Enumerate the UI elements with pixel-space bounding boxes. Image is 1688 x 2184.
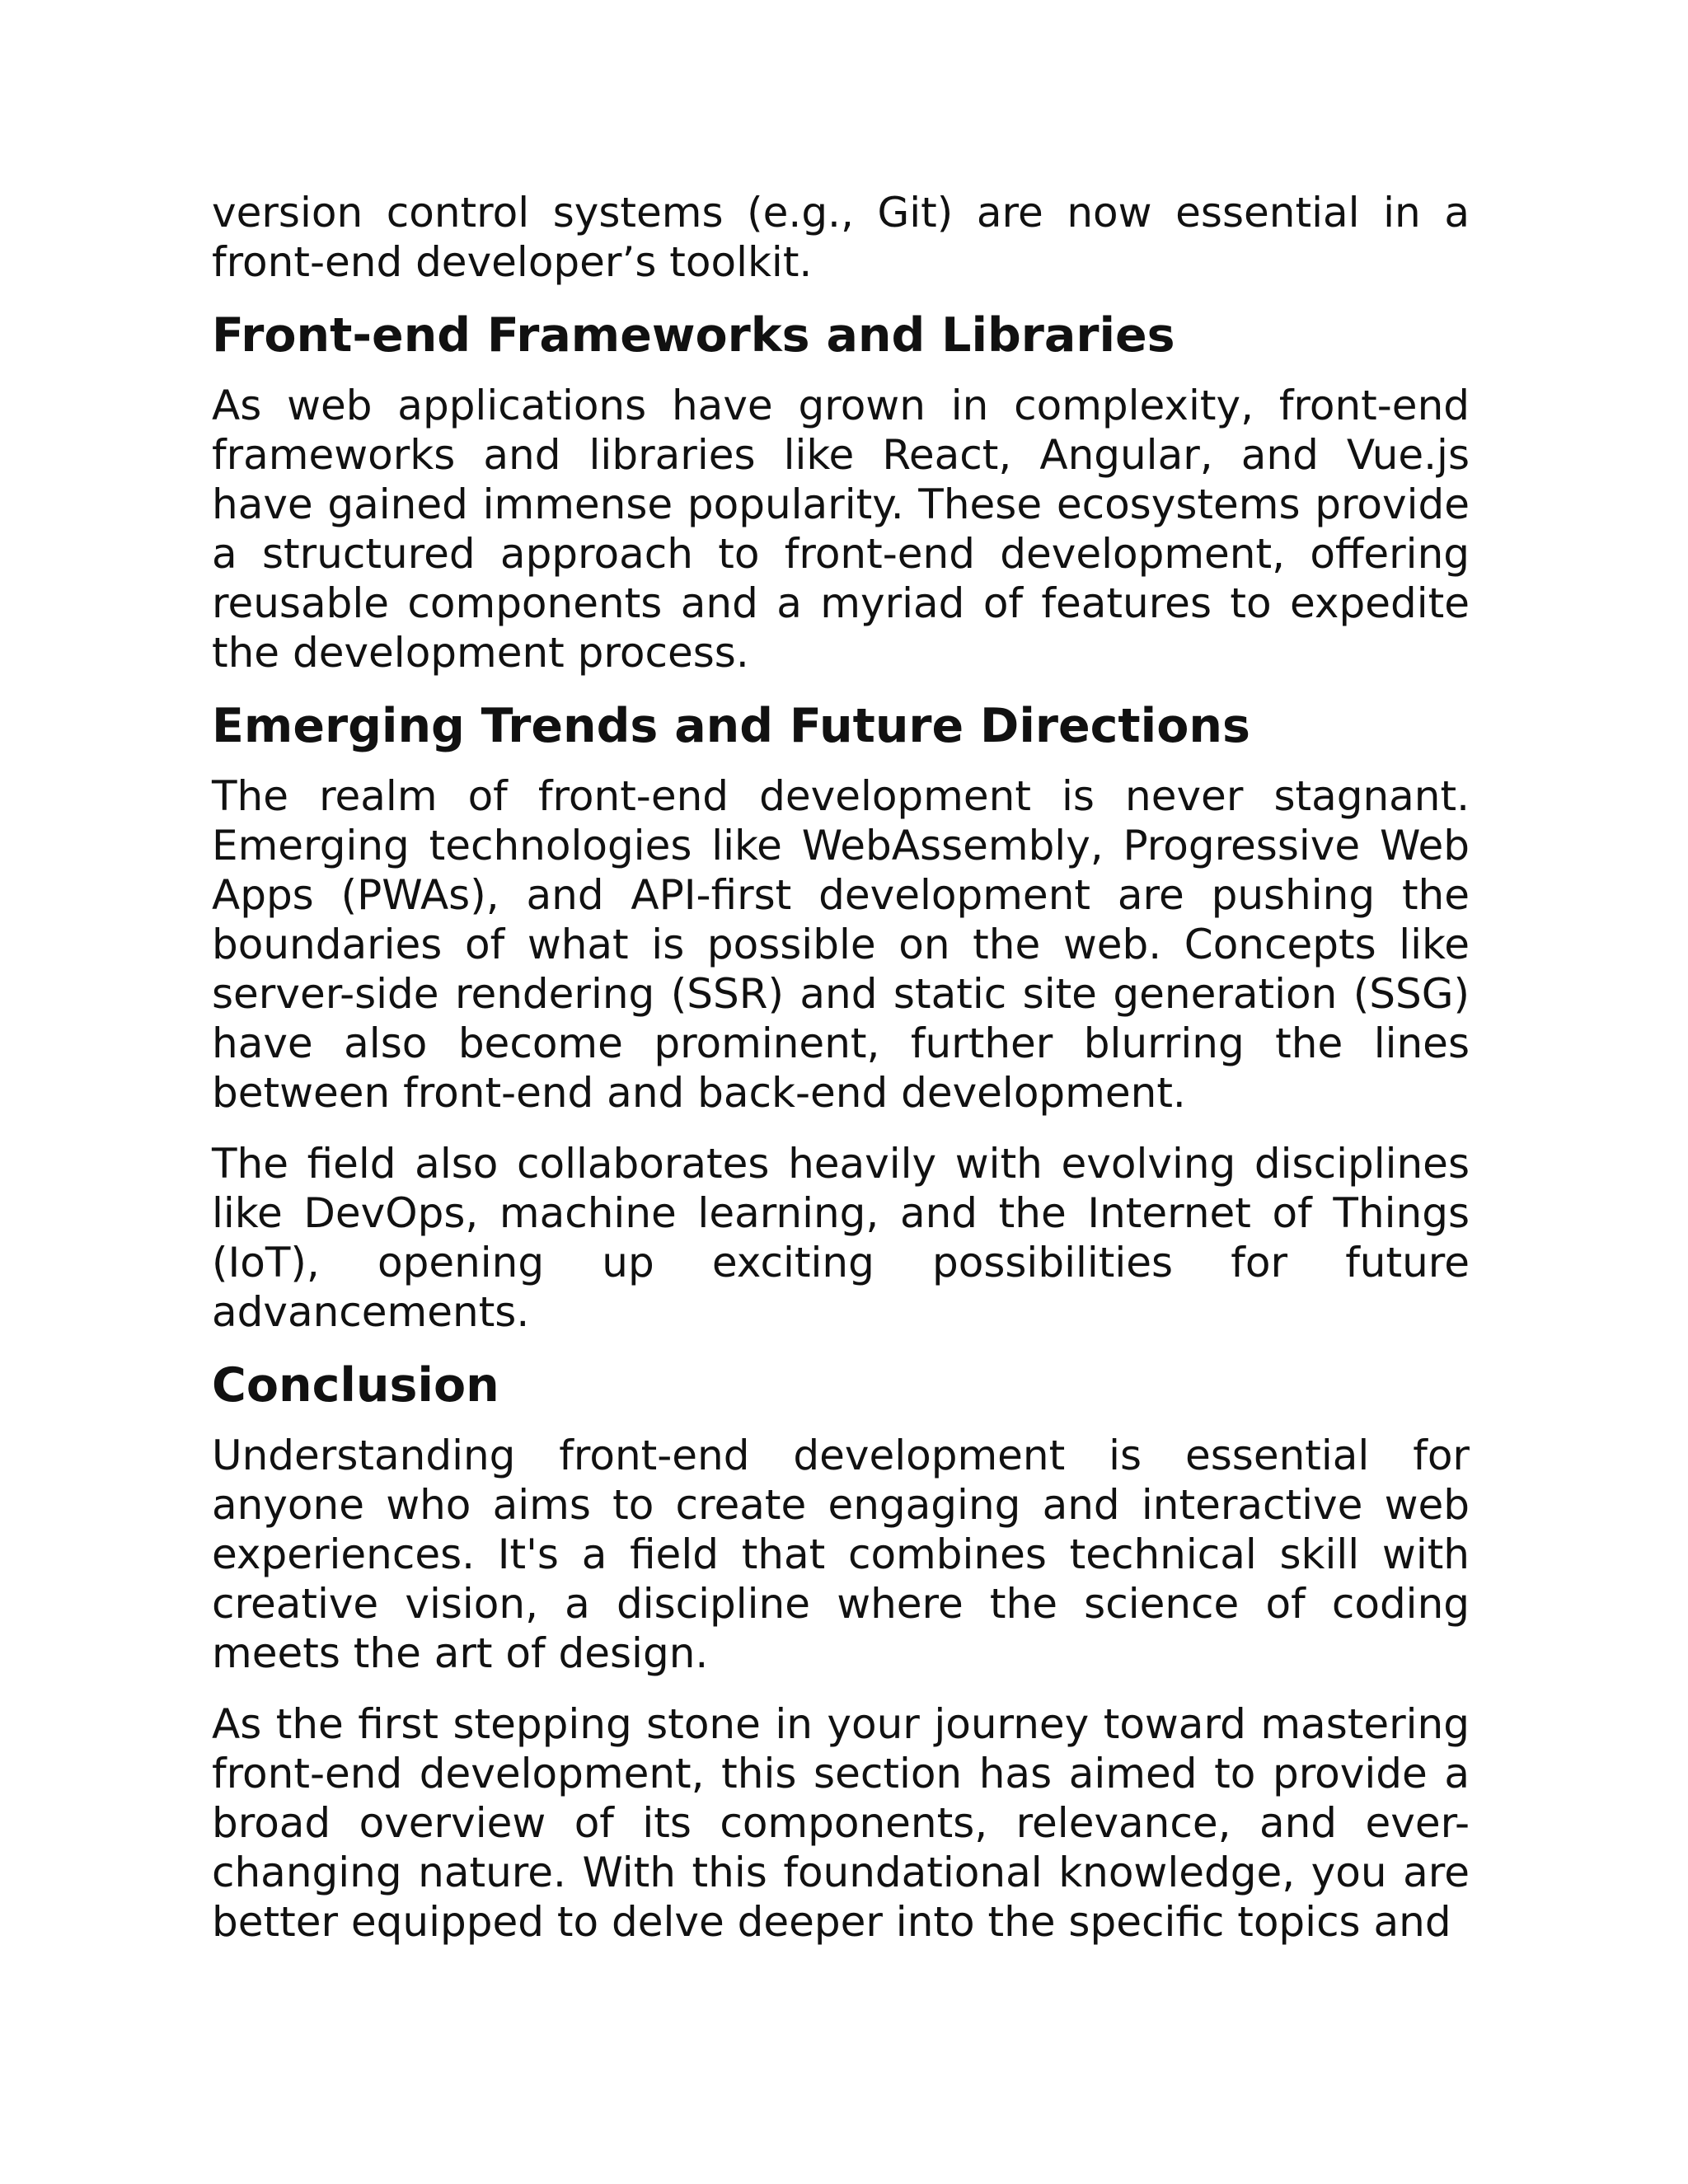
section-heading-frameworks: Front-end Frameworks and Libraries [212,308,1175,363]
intro-paragraph: version control systems (e.g., Git) are now essential in a front-end developer’s toolkit. [212,189,1470,286]
document-page [212,188,1470,1968]
section-heading-trends: Emerging Trends and Future Directions [212,699,1250,753]
trends-paragraph-2: The field also collaborates heavily with evolving disciplines like DevOps, machine learning, and the Internet of Things (IoT), opening up exciting possibilities for future advancements. [212,1140,1470,1336]
frameworks-paragraph: As web applications have grown in complexity, front-end frameworks and libraries like React, Angular, and Vue.js have gained immense popularity. These ecosystems provide a structured approach to front-end development, offering reusable components and a myriad of features to expedite the development process. [212,382,1470,677]
conclusion-paragraph-1: Understanding front-end development is essential for anyone who aims to create engaging and interactive web experiences. It's a field that combines technical skill with creative vision, a discipline where the science of coding meets the art of design. [212,1432,1470,1677]
trends-paragraph-1: The realm of front-end development is never stagnant. Emerging technologies like WebAssembly, Progressive Web Apps (PWAs), and API-first development are pushing the boundaries of what is possible on the web. Concepts like server-side rendering (SSR) and static site generation (SSG) have also become prominent, further blurring the lines between front-end and back-end development. [212,772,1470,1117]
section-heading-conclusion: Conclusion [212,1358,499,1413]
conclusion-paragraph-2: As the first stepping stone in your journey toward mastering front-end development, this section has aimed to provide a broad overview of its components, relevance, and ever-changing nature. With this foundational knowledge, you are better equipped to delve deeper into the specific topics and [212,1700,1470,1946]
